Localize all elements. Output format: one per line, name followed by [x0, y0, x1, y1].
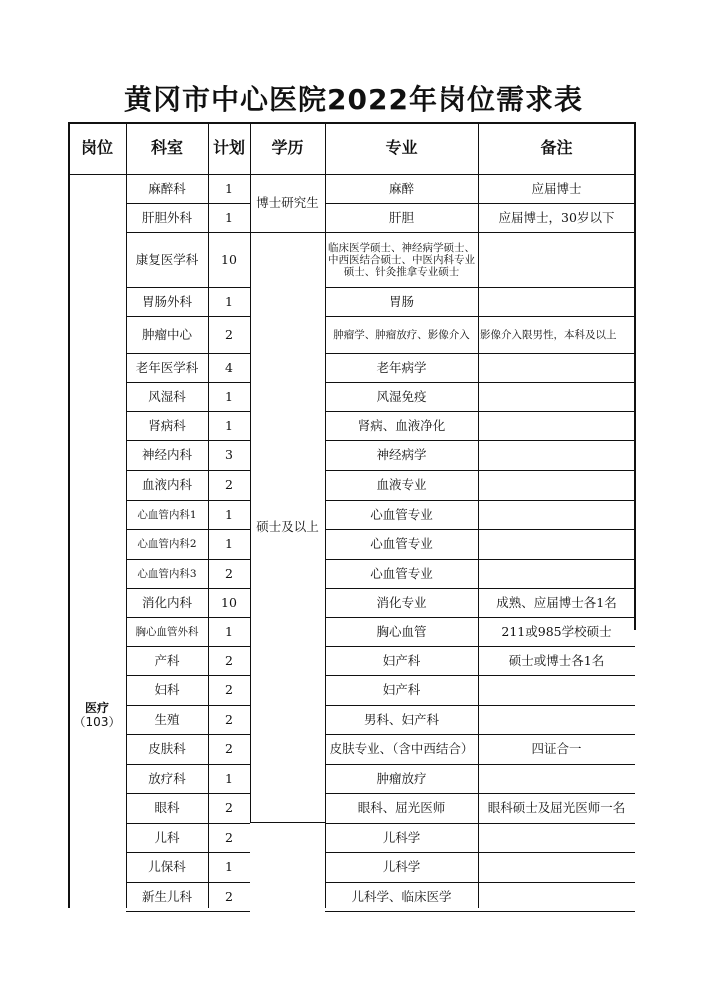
- remark-cell: [478, 382, 635, 411]
- plan-cell: 1: [225, 293, 233, 309]
- dept-cell: 心血管内科3: [137, 567, 197, 580]
- remark-cell: 眼科硕士及屈光医师一名: [487, 800, 626, 815]
- plan-cell: 2: [225, 888, 233, 904]
- header-remark: 备注: [540, 138, 573, 157]
- dept-cell: 心血管内科1: [137, 508, 197, 521]
- dept-cell: 放疗科: [148, 770, 186, 786]
- major-cell: 麻醉: [388, 180, 414, 196]
- major-cell: 心血管专业: [370, 536, 433, 551]
- remark-cell: [478, 353, 635, 382]
- remark-cell: [478, 559, 635, 588]
- post-group-count: （103）: [73, 715, 121, 729]
- plan-cell: 1: [225, 417, 233, 433]
- major-cell: 男科、妇产科: [363, 711, 439, 727]
- plan-cell: 2: [225, 565, 233, 581]
- plan-cell: 2: [225, 682, 233, 697]
- dept-cell: 眼科: [154, 800, 180, 815]
- plan-cell: 2: [225, 477, 233, 492]
- plan-cell: 4: [225, 359, 233, 375]
- remark-cell: 硕士或博士各1名: [508, 652, 605, 668]
- major-cell: 消化专业: [376, 594, 427, 610]
- major-cell: 老年病学: [376, 359, 427, 375]
- dept-cell: 肝胆外科: [141, 209, 192, 225]
- dept-cell: 生殖: [154, 711, 180, 727]
- plan-cell: 2: [225, 652, 233, 668]
- dept-cell: 康复医学科: [135, 251, 199, 267]
- dept-cell: 神经内科: [141, 447, 192, 462]
- remark-cell: [478, 764, 635, 793]
- header-major: 专业: [385, 138, 418, 157]
- dept-cell: 产科: [154, 652, 180, 668]
- major-cell: 肾病、血液净化: [357, 417, 446, 433]
- dept-cell: 消化内科: [141, 594, 192, 610]
- plan-cell: 1: [225, 770, 233, 786]
- remark-cell: [478, 882, 635, 911]
- major-cell: 皮肤专业、（含中西结合）: [329, 741, 474, 756]
- major-cell: 肿瘤放疗: [376, 770, 427, 786]
- remark-cell: [478, 470, 635, 500]
- dept-cell: 血液内科: [141, 477, 192, 492]
- post-group-cell: [68, 690, 126, 740]
- dept-cell: 胃肠外科: [141, 293, 192, 309]
- major-cell: 儿科学: [382, 859, 421, 874]
- dept-cell: 心血管内科2: [137, 538, 197, 550]
- plan-cell: 10: [221, 594, 237, 610]
- major-cell: 儿科学: [382, 829, 421, 845]
- plan-cell: 10: [221, 251, 237, 267]
- plan-cell: 2: [225, 326, 233, 342]
- remark-cell: 影像介入限男性，本科及以上: [480, 328, 617, 341]
- row-rule: [325, 911, 635, 912]
- dept-cell: 老年医学科: [135, 359, 199, 375]
- dept-cell: 儿科: [154, 829, 180, 845]
- remark-cell: [478, 440, 635, 470]
- post-group-name: 医疗: [84, 701, 109, 715]
- major-cell: 胸心血管: [376, 623, 427, 639]
- remark-cell: [478, 852, 635, 882]
- dept-cell: 风湿科: [148, 388, 186, 404]
- major-cell: 妇产科: [382, 652, 421, 668]
- major-cell: 胃肠: [388, 293, 414, 309]
- plan-cell: 1: [225, 536, 233, 551]
- major-cell: 神经病学: [376, 447, 427, 462]
- dept-cell: 儿保科: [148, 859, 186, 874]
- remark-cell: [478, 529, 635, 559]
- dept-cell: 新生儿科: [141, 888, 192, 904]
- plan-cell: 2: [225, 829, 233, 845]
- table-border-left: [68, 122, 70, 908]
- dept-cell: 肿瘤中心: [141, 326, 192, 342]
- remark-cell: 四证合一: [531, 741, 582, 756]
- plan-cell: 1: [225, 506, 233, 522]
- major-cell: 血液专业: [376, 477, 427, 492]
- remark-cell: [478, 411, 635, 440]
- page-title: 黄冈市中心医院2022年岗位需求表: [124, 83, 583, 116]
- major-cell: 临床医学硕士、神经病学硕士、中西医结合硕士、中医内科专业硕士、针灸推拿专业硕士: [328, 241, 475, 278]
- row-rule: [126, 911, 250, 912]
- header-post: 岗位: [80, 138, 113, 157]
- edu-phd-cell: 博士研究生: [256, 195, 319, 210]
- major-cell: 肿瘤学、肿瘤放疗、影像介入: [333, 328, 470, 341]
- remark-cell: 应届博士: [531, 180, 582, 196]
- plan-cell: 1: [225, 209, 233, 225]
- plan-cell: 1: [225, 859, 233, 874]
- major-cell: 心血管专业: [370, 506, 433, 522]
- remark-cell: [478, 287, 635, 316]
- header-dept: 科室: [150, 138, 183, 157]
- column-rule-edu: [250, 122, 251, 822]
- major-cell: 眼科、屈光医师: [357, 800, 446, 815]
- table-border-top: [68, 122, 635, 124]
- remark-cell: [478, 232, 635, 287]
- plan-cell: 2: [225, 800, 233, 815]
- plan-cell: 1: [225, 388, 233, 404]
- remark-cell: 应届博士，30岁以下: [498, 209, 615, 225]
- dept-cell: 妇科: [154, 682, 180, 697]
- header-plan: 计划: [212, 138, 245, 157]
- major-cell: 风湿免疫: [376, 388, 427, 404]
- plan-cell: 2: [225, 711, 233, 727]
- plan-cell: 3: [225, 447, 233, 462]
- edu-master-cell: 硕士及以上: [256, 519, 319, 534]
- remark-cell: [478, 705, 635, 734]
- major-cell: 心血管专业: [370, 565, 433, 581]
- remark-cell: [478, 500, 635, 529]
- header-edu: 学历: [271, 138, 304, 157]
- plan-cell: 2: [225, 741, 233, 756]
- dept-cell: 胸心血管外科: [135, 625, 199, 638]
- edu-divider: [250, 822, 325, 823]
- remark-cell: 211或985学校硕士: [501, 623, 612, 639]
- dept-cell: 麻醉科: [148, 180, 186, 196]
- plan-cell: 1: [225, 623, 233, 639]
- dept-cell: 肾病科: [148, 417, 186, 433]
- remark-cell: 成熟、应届博士各1名: [496, 594, 617, 610]
- plan-cell: 1: [225, 180, 233, 196]
- remark-cell: [478, 675, 635, 705]
- remark-cell: [478, 823, 635, 852]
- dept-cell: 皮肤科: [148, 741, 186, 756]
- edu-divider: [250, 232, 325, 233]
- major-cell: 妇产科: [382, 682, 421, 697]
- major-cell: 儿科学、临床医学: [351, 888, 452, 904]
- major-cell: 肝胆: [388, 209, 414, 225]
